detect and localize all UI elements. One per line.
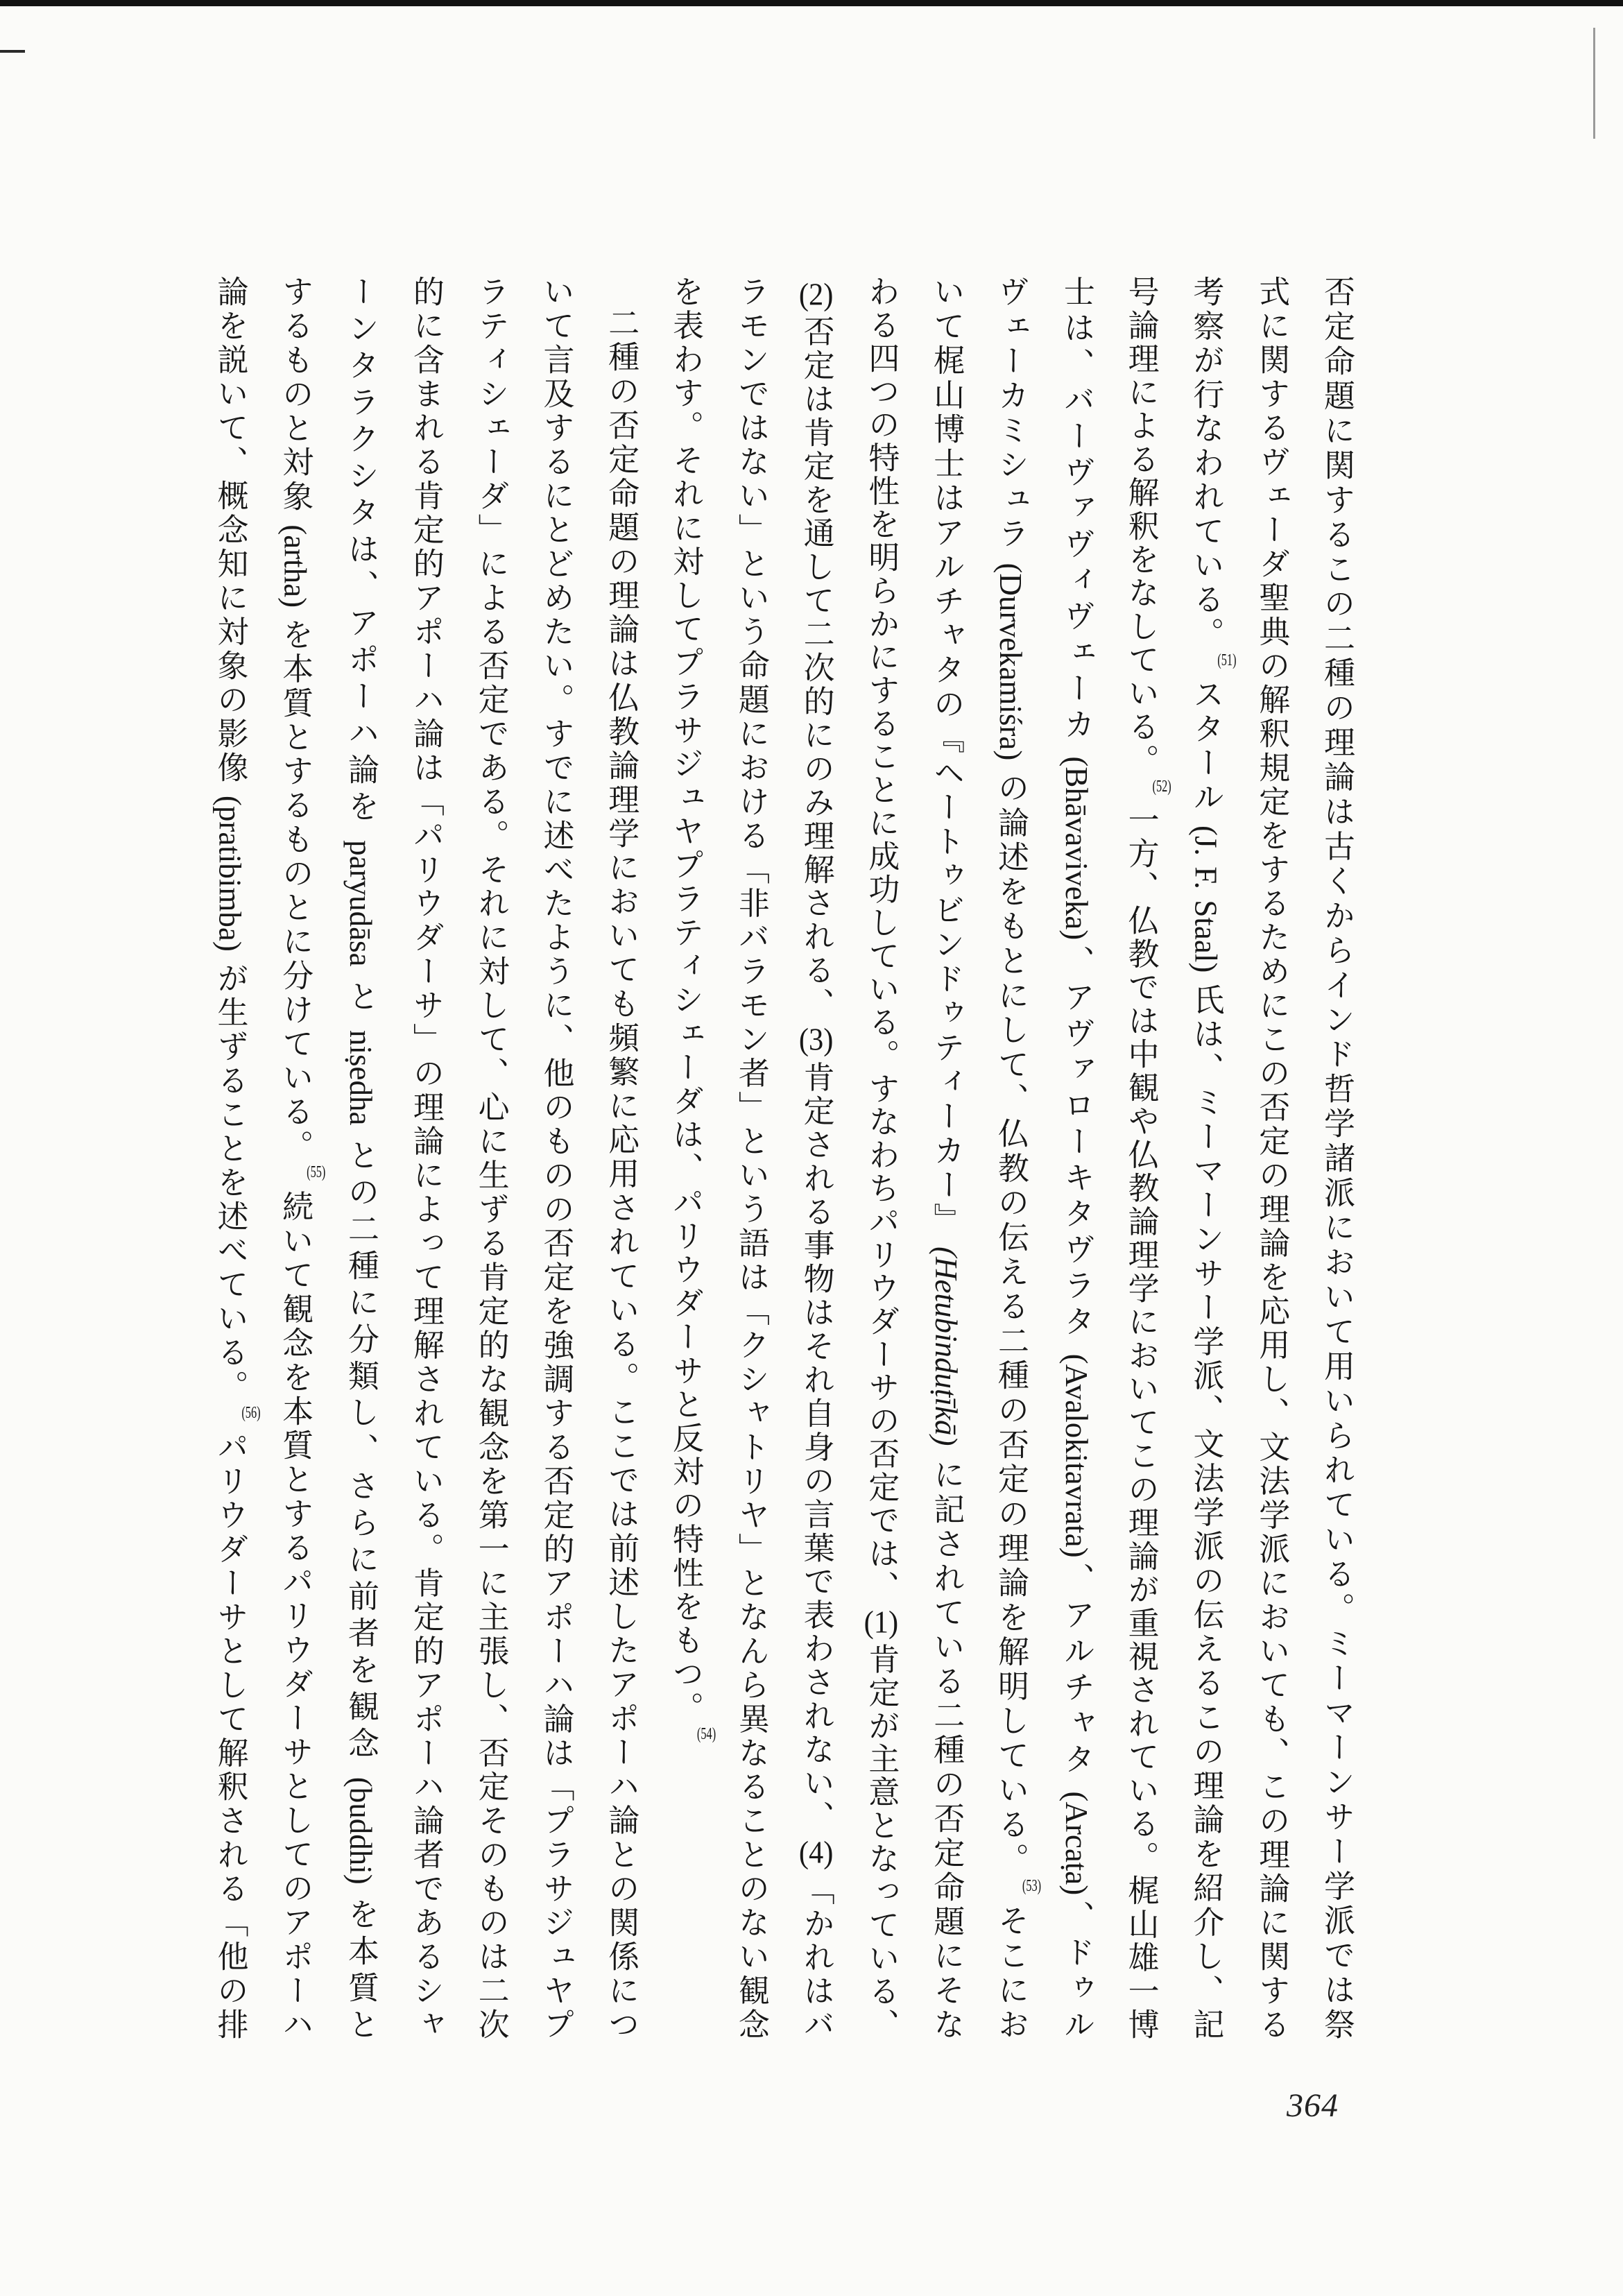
text-line [978, 275, 1043, 2039]
text-segment: ヴェーカミシュラ (Durvekamiśra) の論述をもとにして、仏教の伝える二種の否定の理論を解明している。 [993, 275, 1029, 1878]
text-segment: ラティシェーダ」による否定である。それに対して、心に生ずる肯定的な観念を第一に主張し、否定そのものは二次 [473, 275, 508, 2039]
page-number: 364 [1287, 2087, 1339, 2124]
text-segment: 一方、仏教では中観や仏教論理学においてこの理論が重視されている。梶山雄一博 [1123, 803, 1158, 2040]
text-segment: 続いて観念を本質とするパリウダーサとしてのアポーハ [277, 1190, 313, 2039]
text-segment: 士は、バーヴァヴィヴェーカ (Bhāvaviveka)、アヴァローキタヴラタ (Avalokitavrata)、アルチャタ (Arcaṭa)、ドゥル [1058, 275, 1094, 2039]
text-segment: 否定命題に関するこの二種の理論は古くからインド哲学諸派において用いられている。ミーマーンサー学派では祭 [1319, 275, 1354, 2039]
text-line [1303, 275, 1368, 2039]
text-segment: いて梶山博士はアルチャタの『ヘートゥビンドゥティーカー』 [929, 275, 964, 1237]
text-segment: 式に関するヴェーダ聖典の解釈規定をするためにこの否定の理論を応用し、文法学派においても、この理論に関する [1254, 275, 1289, 2039]
text-line [587, 275, 653, 2039]
enumeration-marker: (1) [864, 1607, 899, 1638]
text-line [913, 275, 978, 2039]
text-segment: 否定は肯定を通して二次的にのみ理解される、 [798, 315, 834, 1021]
text-segment: いて言及するにとどめたい。すでに述べたように、他のものの否定を強調する否定的アポーハ論は「プラサジュヤプ [538, 275, 574, 2039]
text-segment: パリウダーサとして解釈される「他の排 [212, 1430, 248, 2039]
text-segment: 的に含まれる肯定的アポーハ論は「パリウダーサ」の理論によって理解されている。肯定的アポーハ論者であるシャ [408, 275, 443, 2040]
text-line [653, 275, 718, 2039]
text-segment: に記されている二種の否定命題にそな [929, 1455, 964, 2040]
text-line [198, 275, 263, 2039]
text-line [458, 275, 523, 2039]
text-segment: 肯定される事物はそれ自身の言葉で表わされない、 [798, 1061, 834, 1834]
text-line [1238, 275, 1303, 2039]
text-line [393, 275, 458, 2039]
text-line [327, 275, 393, 2039]
footnote-marker: (53) [1022, 1877, 1042, 1894]
text-segment: 号論理による解釈をなしている。 [1123, 275, 1158, 778]
scan-mark-left [0, 50, 25, 53]
text-segment: 二種の否定命題の理論は仏教論理学においても頻繁に応用されている。ここでは前述したアポーハ論との関係につ [603, 307, 639, 2039]
text-segment: わる四つの特性を明らかにすることに成功している。すなわちパリウダーサの否定では、 [864, 275, 899, 1604]
italic-title: (Hetubinduṭīkā) [929, 1246, 964, 1446]
text-line [783, 275, 848, 2039]
text-line [523, 275, 588, 2039]
text-line [848, 275, 913, 2039]
text-line [1108, 275, 1174, 2039]
text-segment: するものと対象 (artha) を本質とするものとに分けている。 [277, 275, 313, 1164]
footnote-marker: (54) [696, 1724, 716, 1742]
text-segment: そこにお [993, 1904, 1029, 2039]
scan-edge-top [0, 0, 1623, 6]
text-segment: 「かれはバ [798, 1874, 834, 2039]
text-segment: 考察が行なわれている。 [1188, 275, 1223, 651]
text-segment: 論を説いて、概念知に対象の影像 (pratibimba) が生ずることを述べている。 [212, 275, 248, 1404]
enumeration-marker: (3) [798, 1024, 834, 1056]
scan-mark-right [1593, 28, 1595, 139]
text-segment: ラモンではない」という命題における「非バラモン者」という語は「クシャトリヤ」となんら異なることのない観念 [733, 275, 768, 2039]
body-text [198, 275, 1368, 2039]
footnote-marker: (51) [1217, 651, 1237, 669]
text-segment: を表わす。それに対してプラサジュヤプラティシェーダは、パリウダーサと反対の特性をもつ。 [668, 275, 703, 1725]
footnote-marker: (55) [307, 1163, 326, 1181]
text-segment: スタール (J. F. Staal) 氏は、ミーマーンサー学派、文法学派の伝えるこの理論を紹介し、記 [1188, 678, 1223, 2039]
footnote-marker: (52) [1152, 777, 1171, 795]
enumeration-marker: (2) [798, 278, 834, 310]
text-line [262, 275, 327, 2039]
enumeration-marker: (4) [798, 1837, 834, 1869]
text-line [1174, 275, 1239, 2039]
text-segment: 肯定が主意となっている、 [864, 1643, 899, 2040]
footnote-marker: (56) [241, 1403, 261, 1421]
text-line [1043, 275, 1108, 2039]
text-line [718, 275, 783, 2039]
text-segment: ーンタラクシタは、アポーハ論を paryudāsa と niṣedha との二種に分類し、さらに前者を観念 (buddhi) を本質と [343, 275, 379, 2039]
